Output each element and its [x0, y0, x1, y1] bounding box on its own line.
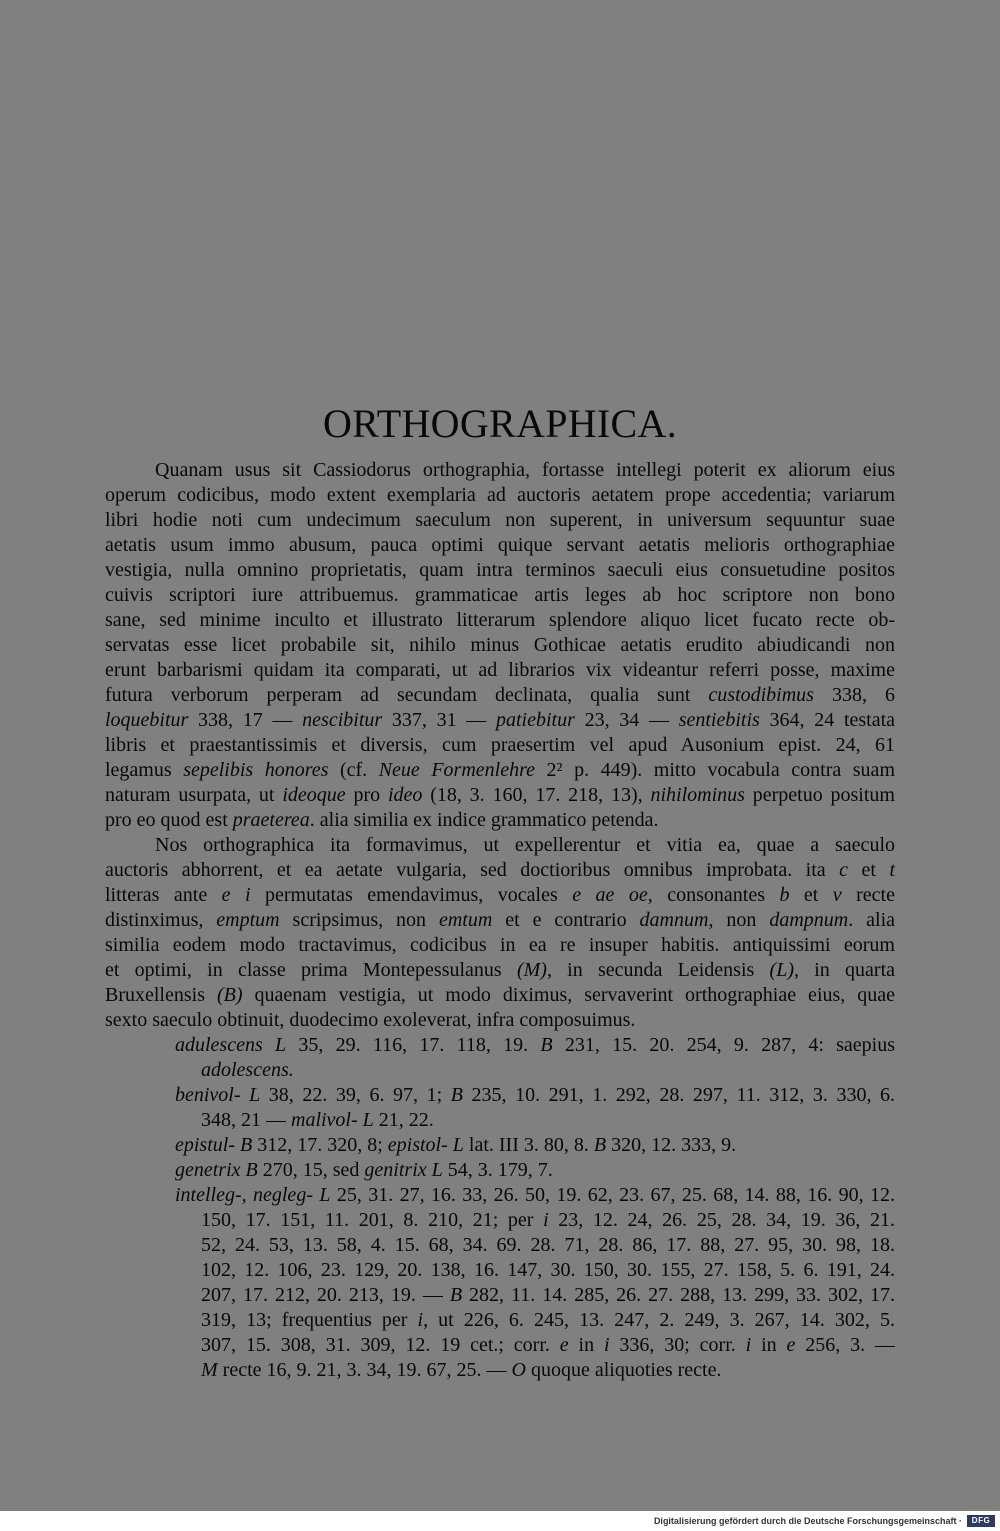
italic-term: loquebitur — [105, 709, 189, 731]
text-run: lat. III 3. 80, 8. — [463, 1134, 594, 1156]
italic-term: custodibimus — [708, 684, 814, 706]
text-line — [105, 533, 895, 558]
italic-term: sepelibis honores — [183, 759, 329, 781]
italic-term: ideoque — [282, 784, 346, 806]
body-text — [105, 458, 895, 1383]
italic-term: patiebitur — [496, 709, 575, 731]
italic-term: genitrix — [364, 1159, 427, 1181]
text-run: in — [751, 1334, 787, 1356]
text-line — [105, 983, 895, 1008]
orthography-entry — [105, 1158, 895, 1183]
text-line — [105, 908, 895, 933]
text-run: erunt barbarismi quidam ita comparati, ut ad librarios vix videantur referri posse, maxime — [105, 659, 895, 681]
text-line — [105, 1233, 895, 1258]
text-run: 52, 24. 53, 13. 58, 4. 15. 68, 34. 69. 28. 71, 28. 86, 17. 88, 27. 95, 30. 98, 18. — [201, 1234, 895, 1256]
text-run: , ut 226, 6. 245, 13. 247, 2. 249, 3. 267, 14. 302, 5. — [423, 1309, 895, 1331]
italic-term: t — [889, 859, 895, 881]
text-line — [105, 608, 895, 633]
text-run: 338, 17 — — [188, 709, 303, 731]
text-run: 312, 17. 320, 8; — [252, 1134, 388, 1156]
footer-credit: Digitalisierung gefördert durch die Deutsche Forschungsgemeinschaft · — [653, 1516, 962, 1526]
text-run: operum codicibus, modo extent exemplaria ad auctoris aetatem prope accedentia; variarum — [105, 484, 895, 506]
italic-term: b — [779, 884, 790, 906]
italic-term: epistul- — [175, 1134, 235, 1156]
text-run: 319, 13; frequentius per — [201, 1309, 418, 1331]
italic-term: damnum — [639, 909, 709, 931]
text-line — [105, 483, 895, 508]
text-run: distinximus, — [105, 909, 217, 931]
text-run: (18, 3. 160, 17. 218, 13), — [422, 784, 651, 806]
text-run: recte 16, 9. 21, 3. 34, 19. 67, 25. — — [217, 1359, 512, 1381]
italic-term: L — [249, 1084, 261, 1106]
text-run: scripsimus, non — [279, 909, 439, 931]
text-run — [241, 1084, 250, 1106]
text-run: Nos orthographica ita formavimus, ut expellerentur et vitia ea, quae a saeculo — [155, 834, 895, 856]
italic-term: i — [543, 1209, 549, 1231]
text-run: similia eodem modo tractavimus, codicibus in ea re insuper habitis. antiquissimi eorum — [105, 934, 895, 956]
italic-term: nihilominus — [650, 784, 745, 806]
italic-term: B — [245, 1159, 258, 1181]
text-run: , in secunda Leidensis — [546, 959, 770, 981]
text-line — [105, 458, 895, 483]
italic-term: B — [593, 1134, 607, 1156]
text-run: aetatis usum immo abusum, pauca optimi quique servant aetatis melioris orthographiae — [105, 534, 895, 556]
text-line — [105, 1308, 895, 1333]
orthography-entry — [105, 1033, 895, 1083]
text-run: 270, 15, sed — [257, 1159, 365, 1181]
text-run: 54, 3. 179, 7. — [442, 1159, 553, 1181]
italic-term: emptum — [216, 909, 280, 931]
italic-term: adulescens — [175, 1034, 263, 1056]
text-run: cuivis scriptori iure attribuemus. grammaticae artis leges ab hoc scriptore non bono — [105, 584, 895, 606]
italic-term: B — [540, 1034, 553, 1056]
text-line — [105, 883, 895, 908]
text-run: et — [848, 859, 890, 881]
text-run: et e contrario — [492, 909, 640, 931]
italic-term: L — [275, 1034, 287, 1056]
italic-term: e ae oe — [572, 884, 648, 906]
italic-term: ideo — [387, 784, 423, 806]
text-run: in — [568, 1334, 604, 1356]
text-run: litteras ante — [105, 884, 222, 906]
italic-term: nescibitur — [302, 709, 383, 731]
text-run: servatas esse licet probabile sit, nihilo minus Gothicae aetatis erudito abiudicandi non — [105, 634, 895, 656]
italic-term: c — [839, 859, 849, 881]
text-run: pro eo quod est — [105, 809, 233, 831]
text-run: 231, 15. 20. 254, 9. 287, 4: saepius — [552, 1034, 895, 1056]
text-run: 21, 22. — [373, 1109, 434, 1131]
italic-term: i — [417, 1309, 424, 1331]
page-title: ORTHOGRAPHICA. — [322, 401, 678, 446]
text-line — [105, 683, 895, 708]
text-run: pro — [345, 784, 388, 806]
paragraph — [105, 458, 895, 833]
text-run: 348, 21 — — [201, 1109, 291, 1131]
text-run: auctoris abhorrent, et ea aetate vulgaria, sed doctioribus omnibus improbata. ita — [105, 859, 840, 881]
text-line — [105, 1183, 895, 1208]
text-line — [105, 833, 895, 858]
text-run: futura verborum perperam ad secundam declinata, qualia sunt — [105, 684, 709, 706]
italic-term: benivol- — [175, 1084, 241, 1106]
text-line — [105, 1008, 895, 1033]
italic-term: (M) — [516, 959, 547, 981]
text-line — [105, 858, 895, 883]
italic-term: B — [450, 1084, 463, 1106]
italic-term: L — [319, 1184, 331, 1206]
text-run: 235, 10. 291, 1. 292, 28. 297, 11. 312, 3. 330, 6. — [462, 1084, 895, 1106]
orthography-entry — [105, 1083, 895, 1133]
text-run: quaenam vestigia, ut modo diximus, servaverint orthographiae eius, quae — [242, 984, 895, 1006]
italic-term: B — [449, 1284, 463, 1306]
text-line — [105, 933, 895, 958]
italic-term: genetrix — [175, 1159, 241, 1181]
text-line — [105, 1083, 895, 1108]
orthography-entry — [105, 1133, 895, 1158]
text-line — [105, 1208, 895, 1233]
text-run: 23, 12. 24, 26. 25, 28. 34, 19. 36, 21. — [548, 1209, 895, 1231]
text-run: 364, 24 testata — [759, 709, 895, 731]
paragraph — [105, 833, 895, 1033]
text-run: 25, 31. 27, 16. 33, 26. 50, 19. 62, 23. 67, 25. 68, 14. 88, 16. 90, 12. — [330, 1184, 895, 1206]
text-run: 2² p. 449). mitto vocabula contra suam — [535, 759, 895, 781]
text-line — [105, 783, 895, 808]
italic-term: epistol- — [387, 1134, 448, 1156]
orthography-entry — [105, 1183, 895, 1383]
text-run: perpetuo positum — [744, 784, 895, 806]
text-line — [105, 708, 895, 733]
dfg-logo-icon: DFG — [967, 1515, 995, 1527]
text-run: 35, 29. 116, 17. 118, 19. — [286, 1034, 541, 1056]
text-run: 102, 12. 106, 23. 129, 20. 138, 16. 147, 30. 150, 30. 155, 27. 158, 5. 6. 191, 24. — [201, 1259, 895, 1281]
text-run — [263, 1034, 275, 1056]
text-run: vestigia, nulla omnino proprietatis, quam intra terminos saeculi eius consuetudine positos — [105, 559, 895, 581]
text-line — [105, 808, 895, 833]
text-line — [105, 1333, 895, 1358]
text-run: et — [789, 884, 833, 906]
italic-term: e — [786, 1334, 796, 1356]
italic-term: (B) — [216, 984, 243, 1006]
text-run: . alia similia ex indice grammatico petenda. — [309, 809, 659, 831]
italic-term: e i — [221, 884, 251, 906]
italic-term: emtum — [438, 909, 493, 931]
text-run: 320, 12. 333, 9. — [606, 1134, 737, 1156]
text-line — [105, 583, 895, 608]
text-run: 336, 30; corr. — [609, 1334, 746, 1356]
text-run: , in quarta — [793, 959, 895, 981]
italic-term: L — [362, 1109, 374, 1131]
italic-term: sentiebitis — [678, 709, 760, 731]
text-run: naturam usurpata, ut — [105, 784, 283, 806]
text-run: , consonantes — [647, 884, 780, 906]
text-run: , non — [708, 909, 770, 931]
text-line — [105, 1058, 895, 1083]
text-line — [105, 1033, 895, 1058]
text-run: recte — [841, 884, 895, 906]
text-line — [105, 758, 895, 783]
italic-term: L — [452, 1134, 464, 1156]
text-run: sexto saeculo obtinuit, duodecimo exoleverat, infra composuimus. — [105, 1009, 636, 1031]
italic-term: adolescens. — [201, 1059, 294, 1081]
text-line — [105, 658, 895, 683]
italic-term: dampnum — [769, 909, 849, 931]
text-run: . alia — [848, 909, 895, 931]
text-run: 307, 15. 308, 31. 309, 12. 19 cet.; corr. — [201, 1334, 560, 1356]
text-run: legamus — [105, 759, 184, 781]
italic-term: L — [431, 1159, 443, 1181]
text-line — [105, 558, 895, 583]
text-line — [105, 1133, 895, 1158]
text-line — [105, 958, 895, 983]
text-run: 338, 6 — [813, 684, 895, 706]
text-run: 282, 11. 14. 285, 26. 27. 288, 13. 299, 33. 302, 17. — [462, 1284, 895, 1306]
text-run: et optimi, in classe prima Montepessulanus — [105, 959, 517, 981]
text-run: 337, 31 — — [382, 709, 496, 731]
text-run: permutatas emendavimus, vocales — [250, 884, 573, 906]
footer-bar — [0, 1511, 1000, 1531]
text-line — [105, 1108, 895, 1133]
text-run: sane, sed minime inculto et illustrato litterarum splendore aliquo licet fucato recte ob- — [105, 609, 895, 631]
text-run: 150, 17. 151, 11. 201, 8. 210, 21; per — [201, 1209, 544, 1231]
italic-term: e — [559, 1334, 569, 1356]
italic-term: O — [511, 1359, 526, 1381]
text-run: (cf. — [328, 759, 379, 781]
text-run: 207, 17. 212, 20. 213, 19. — — [201, 1284, 450, 1306]
italic-term: praeterea — [232, 809, 310, 831]
text-run: 38, 22. 39, 6. 97, 1; — [260, 1084, 451, 1106]
text-run: Quanam usus sit Cassiodorus orthographia, fortasse intellegi poterit ex aliorum eius — [155, 459, 895, 481]
italic-term: i — [745, 1334, 752, 1356]
text-line — [105, 508, 895, 533]
italic-term: v — [832, 884, 842, 906]
text-run: 256, 3. — — [795, 1334, 895, 1356]
text-run: quoque aliquoties recte. — [525, 1359, 722, 1381]
text-line — [105, 633, 895, 658]
italic-term: B — [240, 1134, 253, 1156]
text-line — [105, 1158, 895, 1183]
text-run: libris et praestantissimis et diversis, cum praesertim vel apud Ausonium epist. 24, 61 — [105, 734, 895, 756]
italic-term: (L) — [769, 959, 794, 981]
italic-term: Neue Formenlehre — [378, 759, 535, 781]
italic-term: M — [201, 1359, 218, 1381]
text-line — [105, 1258, 895, 1283]
text-line — [105, 733, 895, 758]
italic-term: intelleg-, negleg- — [175, 1184, 313, 1206]
text-run: Bruxellensis — [105, 984, 217, 1006]
italic-term: malivol- — [291, 1109, 358, 1131]
text-line — [105, 1358, 895, 1383]
italic-term: i — [603, 1334, 610, 1356]
text-line — [105, 1283, 895, 1308]
text-run: 23, 34 — — [574, 709, 679, 731]
text-run: libri hodie noti cum undecimum saeculum non superent, in universum sequuntur suae — [105, 509, 895, 531]
